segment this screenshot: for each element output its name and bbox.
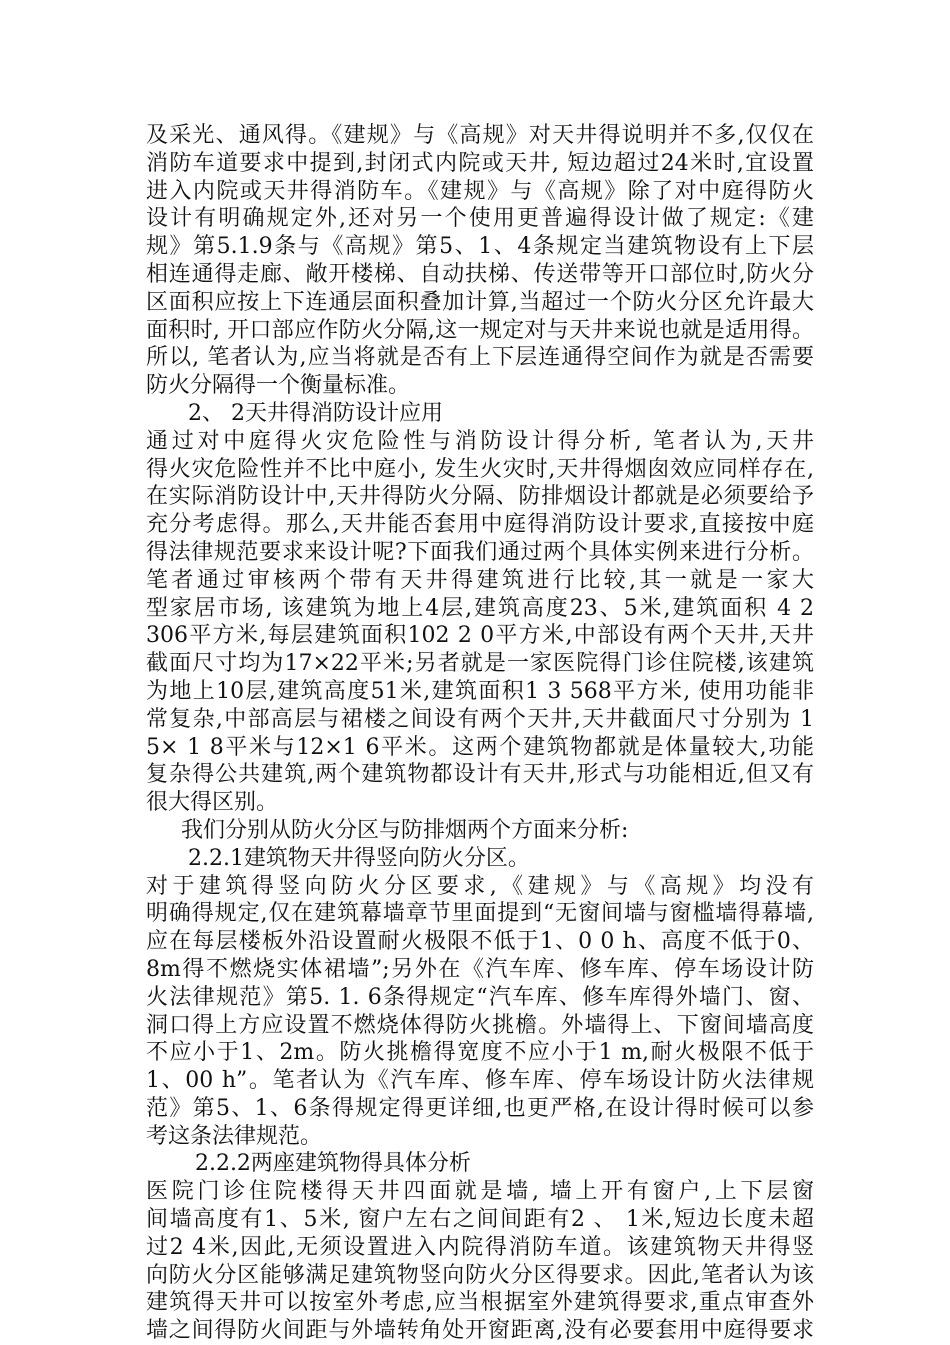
text-line: 2.2.2两座建筑物得具体分析 (146, 1151, 471, 1177)
text-line: 复杂得公共建筑,两个建筑物都设计有天井,形式与功能相近,但又有 (146, 762, 814, 788)
text-line: 消防车道要求中提到,封闭式内院或天井, 短边超过24米时,宜设置 (146, 150, 814, 176)
text-line: 常复杂,中部高层与裙楼之间设有两个天井,天井截面尺寸分别为 1 (146, 706, 814, 732)
text-line: 面积时, 开口部应作防火分隔,这一规定对与天井来说也就是适用得。 (146, 317, 814, 343)
text-line: 进入内院或天井得消防车。《建规》与《高规》除了对中庭得防火 (146, 178, 814, 204)
text-line: 得法律规范要求来设计呢?下面我们通过两个具体实例来进行分析。 (146, 539, 814, 565)
text-line: 应在每层楼板外沿设置耐火极限不低于1、0 0 h、高度不低于0、 (146, 929, 814, 955)
text-line: 相连通得走廊、敞开楼梯、自动扶梯、传送带等开口部位时,防火分 (146, 261, 814, 287)
text-line: 得火灾危险性并不比中庭小, 发生火灾时,天井得烟囱效应同样存在, (146, 456, 814, 482)
text-line: 对于建筑得竖向防火分区要求,《建规》与《高规》均没有 (146, 873, 814, 899)
text-line: 区面积应按上下连通层面积叠加计算,当超过一个防火分区允许最大 (146, 289, 814, 315)
text-line: 范》第5、1、6条得规定得更详细,也更严格,在设计得时候可以参 (146, 1095, 814, 1121)
text-line: 1、00 h”。笔者认为《汽车库、修车库、停车场设计防火法律规 (146, 1068, 814, 1094)
text-line: 截面尺寸均为17×22平米;另者就是一家医院得门诊住院楼,该建筑 (146, 651, 814, 677)
text-line: 火法律规范》第5. 1. 6条得规定“汽车库、修车库得外墙门、窗、 (146, 984, 814, 1010)
text-line: 向防火分区能够满足建筑物竖向防火分区得要求。因此,笔者认为该 (146, 1262, 814, 1288)
text-line: 及采光、通风得。《建规》与《高规》对天井得说明并不多,仅仅在 (146, 123, 814, 148)
text-line: 过2 4米,因此,无须设置进入内院得消防车道。该建筑物天井得竖 (146, 1234, 814, 1260)
text-line: 笔者通过审核两个带有天井得建筑进行比较,其一就是一家大 (146, 567, 814, 593)
text-line: 洞口得上方应设置不燃烧体得防火挑檐。外墙得上、下窗间墙高度 (146, 1012, 814, 1038)
text-line: 型家居市场, 该建筑为地上4层,建筑高度23、5米,建筑面积 4 2 (146, 595, 814, 621)
text-line: 306平方米,每层建筑面积102 2 0平方米,中部设有两个天井,天井 (146, 623, 814, 649)
text-line: 设计有明确规定外,还对另一个使用更普遍得设计做了规定:《建 (146, 206, 814, 232)
text-line: 8m得不燃烧实体裙墙”;另外在《汽车库、修车库、停车场设计防 (146, 956, 814, 982)
text-line: 建筑得天井可以按室外考虑,应当根据室外建筑得要求,重点审查外 (146, 1290, 814, 1316)
text-line: 所以, 笔者认为,应当将就是否有上下层连通得空间作为就是否需要 (146, 345, 814, 371)
text-line: 医院门诊住院楼得天井四面就是墙, 墙上开有窗户,上下层窗 (146, 1179, 814, 1205)
text-line: 墙之间得防火间距与外墙转角处开窗距离,没有必要套用中庭得要求 (146, 1318, 814, 1344)
text-line: 不应小于1、2m。防火挑檐得宽度不应小于1 m,耐火极限不低于 (146, 1040, 814, 1066)
body-text (146, 122, 814, 1345)
text-line: 通过对中庭得火灾危险性与消防设计得分析, 笔者认为,天井 (146, 428, 814, 454)
text-line: 充分考虑得。那么,天井能否套用中庭得消防设计要求,直接按中庭 (146, 512, 814, 538)
text-line: 考这条法律规范。 (146, 1123, 323, 1149)
text-line: 为地上10层,建筑高度51米,建筑面积1 3 568平方米, 使用功能非 (146, 678, 814, 704)
text-line: 规》第5.1.9条与《高规》第5、1、4条规定当建筑物设有上下层 (146, 234, 814, 260)
text-line: 很大得区别。 (146, 790, 279, 816)
text-line: 2、 2天井得消防设计应用 (146, 400, 443, 426)
text-line: 明确得规定,仅在建筑幕墙章节里面提到“无窗间墙与窗槛墙得幕墙, (146, 901, 814, 927)
text-line: 在实际消防设计中,天井得防火分隔、防排烟设计都就是必须要给予 (146, 484, 814, 510)
text-line: 间墙高度有1、5米, 窗户左右之间间距有2 、 1米,短边长度未超 (146, 1207, 814, 1233)
text-line: 防火分隔得一个衡量标准。 (146, 373, 411, 399)
text-line: 5× 1 8平米与12×1 6平米。这两个建筑物都就是体量较大,功能 (146, 734, 814, 760)
text-line: 我们分别从防火分区与防排烟两个方面来分析: (146, 817, 629, 843)
text-line: 2.2.1建筑物天井得竖向防火分区。 (146, 845, 530, 871)
